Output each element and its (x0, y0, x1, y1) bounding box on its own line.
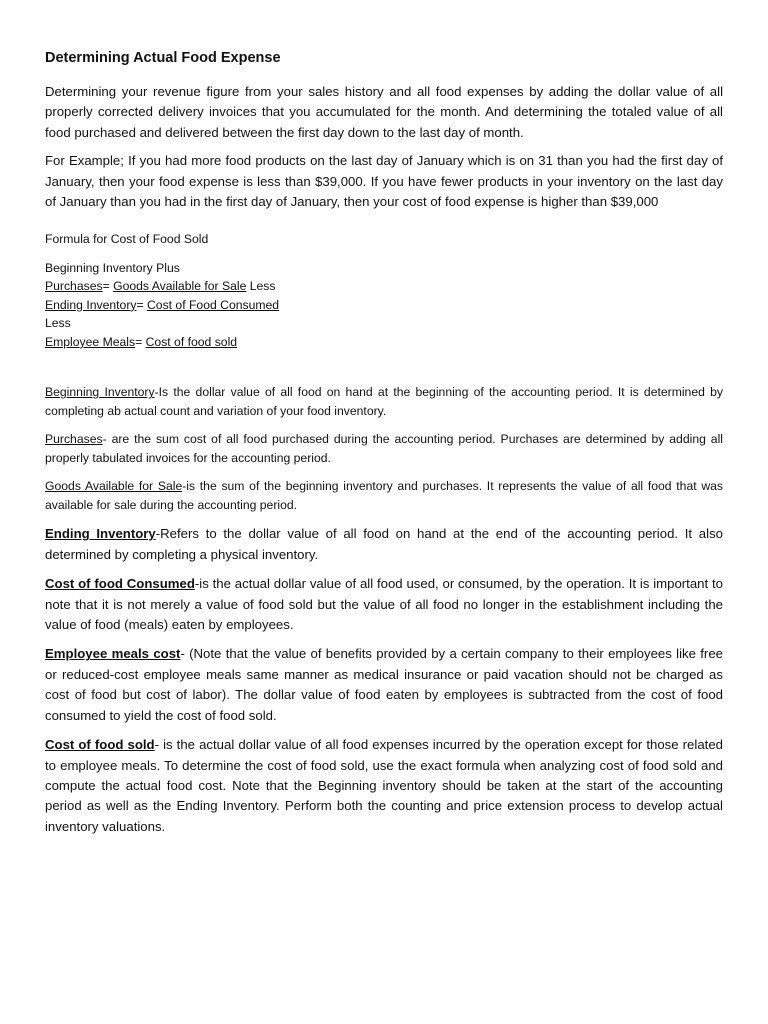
intro-paragraph-1: Determining your revenue figure from your sales history and all food expenses by adding the dollar value of all properly corrected delivery invoices that you accumulated for the month. And determining the totaled value of all food purchased and delivered between the first day down to the last day of month. (45, 84, 723, 140)
definition-term: Purchases (45, 432, 103, 447)
definition-cost-sold (45, 735, 723, 837)
definition-goods-available (45, 477, 723, 514)
definition-text: - is the actual dollar value of all food expenses incurred by the operation except for those related to employee meals. To determine the cost of food sold, use the exact formula when analyzing cost of food sold and compute the actual food cost. Note that the Beginning inventory should be taken at the start of the accounting period as well as the Ending Inventory. Perform both the counting and price extension process to develop actual inventory valuations. (45, 737, 723, 834)
formula-equals: = (136, 297, 147, 312)
definition-term: Ending Inventory (45, 526, 156, 542)
definition-term: Cost of food sold (45, 737, 155, 753)
definition-text: - are the sum cost of all food purchased during the accounting period. Purchases are determined by adding all properly tabulated invoices for the accounting period. (45, 432, 723, 465)
definition-text: -Is the dollar value of all food on hand at the beginning of the accounting period. It is determined by completing ab actual count and variation of your food inventory. (45, 385, 724, 418)
formula-less: Less (45, 316, 71, 331)
definition-term: Employee meals cost (45, 646, 181, 662)
definition-ending-inventory (45, 524, 723, 565)
formula-term-ending-inventory: Ending Inventory (45, 297, 137, 312)
formula-term-purchases: Purchases (45, 279, 103, 294)
definition-text: -Refers to the dollar value of all food on hand at the end of the accounting period. It also determined by completing a physical inventory. (45, 526, 724, 562)
document-page (45, 48, 723, 846)
definition-term: Goods Available for Sale (45, 479, 183, 494)
formula-suffix-less: Less (246, 279, 276, 294)
intro-paragraph-2: For Example; If you had more food products on the last day of January which is on 31 than you had the first day of January, then your food expense is less than $39,000. If you have fewer products in your inventory on the last day of January than you had in the first day of January, then your cost of food expense is higher than $39,000 (45, 153, 723, 210)
definition-term: Cost of food Consumed (45, 576, 195, 592)
spacer (45, 351, 723, 383)
formula-result-cost-sold: Cost of food sold (145, 334, 238, 349)
formula-line-5 (45, 333, 723, 352)
definition-purchases (45, 430, 723, 467)
formula-equals: = (135, 334, 146, 349)
formula-term-employee-meals: Employee Meals (45, 334, 136, 349)
formula-line-3 (45, 296, 723, 315)
formula-line-1: Beginning Inventory Plus (45, 260, 180, 275)
formula-block (45, 259, 723, 352)
definition-beginning-inventory (45, 383, 723, 420)
definition-text: -is the actual dollar value of all food used, or consumed, by the operation. It is important to note that it is not merely a value of food sold but the value of all food no longer in the establishment including the value of food (meals) eaten by employees. (45, 576, 723, 633)
document-title: Determining Actual Food Expense (45, 50, 281, 66)
formula-line-2 (45, 277, 723, 296)
definition-employee-meals-cost (45, 644, 723, 726)
definition-cost-consumed (45, 574, 723, 635)
formula-result-cost-consumed: Cost of Food Consumed (146, 297, 280, 312)
formula-equals: = (102, 279, 114, 294)
definition-term: Beginning Inventory (45, 385, 155, 400)
formula-result-goods-available: Goods Available for Sale (113, 279, 247, 294)
definition-text: -is the sum of the beginning inventory and purchases. It represents the value of all food that was available for sale during the accounting period. (45, 479, 723, 512)
definition-text: - (Note that the value of benefits provided by a certain company to their employees like free or reduced-cost employee meals same manner as medical insurance or paid vacation should not be charged as cost of food but cost of labor). The dollar value of food eaten by employees is subtracted from the cost of food consumed to yield the cost of food sold. (45, 646, 723, 723)
formula-heading: Formula for Cost of Food Sold (45, 232, 209, 247)
